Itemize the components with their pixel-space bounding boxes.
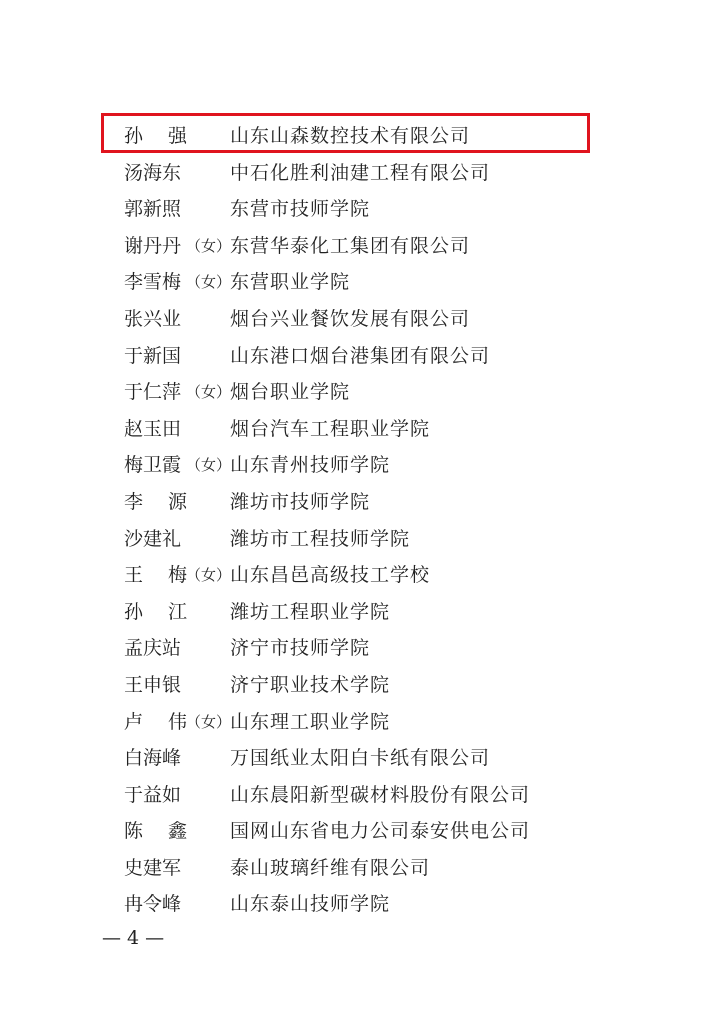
- page-number: — 4 —: [102, 927, 165, 949]
- list-item: [124, 813, 604, 850]
- organization: 济宁职业技术学院: [230, 673, 391, 696]
- person-name: 于仁萍: [124, 381, 182, 404]
- organization: 潍坊市工程技师学院: [230, 527, 411, 550]
- list-item: [124, 338, 604, 375]
- gender-tag: （女）: [186, 456, 232, 475]
- list-item: [124, 630, 604, 667]
- list-item: [124, 155, 604, 192]
- person-name: 孙 强: [124, 125, 188, 147]
- organization: 山东理工职业学院: [230, 710, 391, 733]
- person-name: 赵玉田: [124, 417, 182, 440]
- organization: 山东青州技师学院: [230, 454, 391, 477]
- person-name: 卢 伟: [124, 710, 188, 733]
- list-item: [124, 264, 604, 301]
- organization: 烟台职业学院: [230, 381, 351, 404]
- list-item: [124, 667, 604, 704]
- list-item: [124, 740, 604, 777]
- list-item: [124, 704, 604, 741]
- organization: 泰山玻璃纤维有限公司: [230, 856, 431, 879]
- list-item: [124, 228, 604, 265]
- person-name: 李 源: [124, 490, 188, 513]
- person-name: 谢丹丹: [124, 234, 182, 257]
- list-item: [124, 594, 604, 631]
- list-item: [124, 301, 604, 338]
- person-name: 史建军: [124, 856, 182, 879]
- person-name: 白海峰: [124, 747, 182, 770]
- list-item: [124, 374, 604, 411]
- list-item: [124, 411, 604, 448]
- list-item: [124, 118, 604, 155]
- organization: 东营华泰化工集团有限公司: [230, 234, 471, 257]
- organization: 中石化胜利油建工程有限公司: [230, 161, 491, 184]
- person-name: 张兴业: [124, 307, 182, 330]
- list-item: [124, 557, 604, 594]
- list-item: [124, 777, 604, 814]
- gender-tag: （女）: [186, 712, 232, 731]
- list-item: [124, 521, 604, 558]
- person-name: 汤海东: [124, 161, 182, 184]
- organization: 山东泰山技师学院: [230, 893, 391, 916]
- list-item: [124, 850, 604, 887]
- list-item: [124, 484, 604, 521]
- person-name: 王申银: [124, 673, 182, 696]
- person-name: 孙 江: [124, 600, 188, 623]
- person-name: 梅卫霞: [124, 454, 182, 477]
- gender-tag: （女）: [186, 383, 232, 402]
- organization: 济宁市技师学院: [230, 637, 371, 660]
- organization: 东营职业学院: [230, 271, 351, 294]
- person-name: 郭新照: [124, 198, 182, 221]
- organization: 潍坊工程职业学院: [230, 600, 391, 623]
- organization: 烟台兴业餐饮发展有限公司: [230, 307, 471, 330]
- award-list: [124, 118, 604, 923]
- person-name: 于新国: [124, 344, 182, 367]
- organization: 东营市技师学院: [230, 198, 371, 221]
- person-name: 沙建礼: [124, 527, 182, 550]
- person-name: 孟庆站: [124, 637, 182, 660]
- gender-tag: （女）: [186, 236, 232, 255]
- person-name: 王 梅: [124, 564, 188, 587]
- organization: 山东港口烟台港集团有限公司: [230, 344, 491, 367]
- person-name: 冉令峰: [124, 893, 182, 916]
- person-name: 陈 鑫: [124, 820, 188, 843]
- organization: 山东山森数控技术有限公司: [230, 125, 471, 147]
- organization: 万国纸业太阳白卡纸有限公司: [230, 747, 491, 770]
- organization: 潍坊市技师学院: [230, 490, 371, 513]
- organization: 山东昌邑高级技工学校: [230, 564, 431, 587]
- gender-tag: （女）: [186, 273, 232, 292]
- list-item: [124, 191, 604, 228]
- organization: 山东晨阳新型碳材料股份有限公司: [230, 783, 531, 806]
- gender-tag: （女）: [186, 566, 232, 585]
- organization: 烟台汽车工程职业学院: [230, 417, 431, 440]
- person-name: 李雪梅: [124, 271, 182, 294]
- list-item: [124, 447, 604, 484]
- list-item: [124, 886, 604, 923]
- person-name: 于益如: [124, 783, 182, 806]
- organization: 国网山东省电力公司泰安供电公司: [230, 820, 531, 843]
